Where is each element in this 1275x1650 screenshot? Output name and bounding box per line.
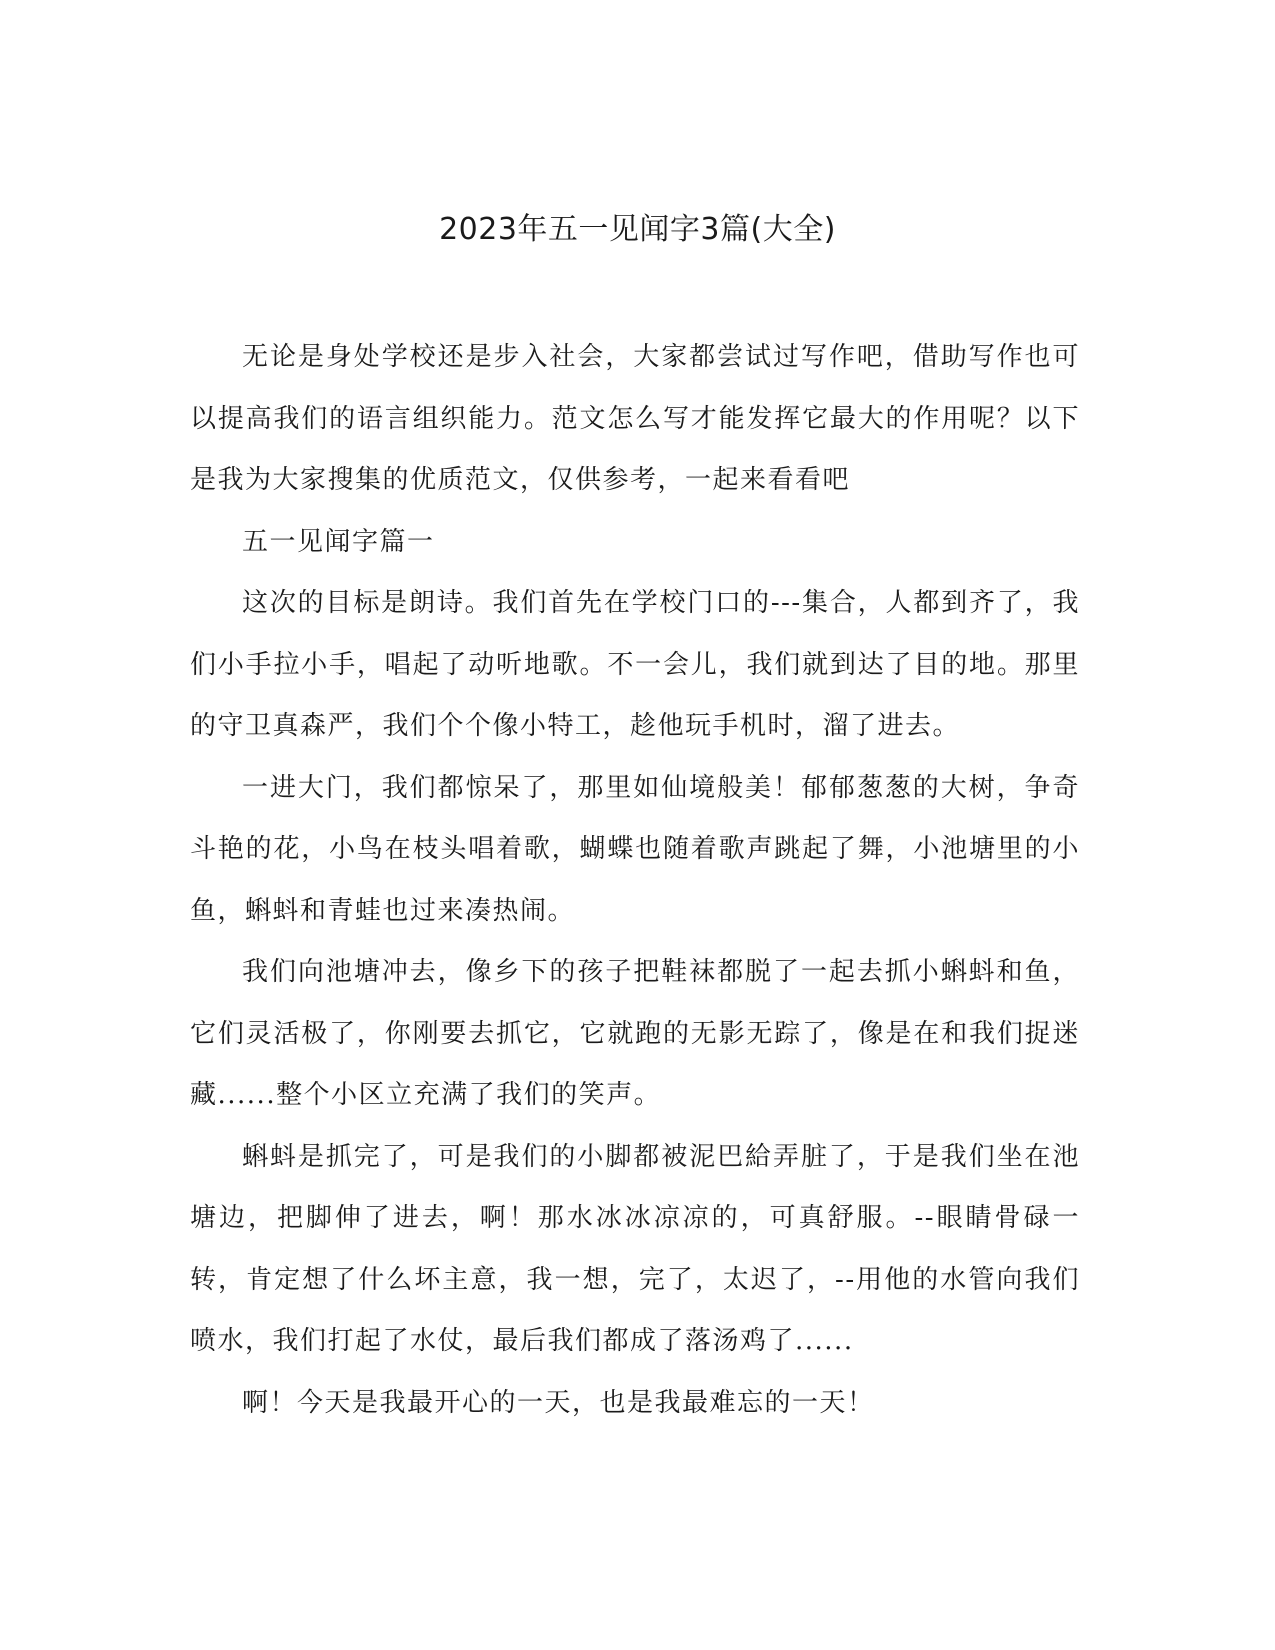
document-title: 2023年五一见闻字3篇(大全) [439, 212, 836, 247]
body-paragraph: 这次的目标是朗诗。我们首先在学校门口的---集合，人都到齐了，我们小手拉小手，唱起了动听地歌。不一会儿，我们就到达了目的地。那里的守卫真森严，我们个个像小特工，趁他玩手机时，溜了进去。 [190, 588, 1080, 741]
section-heading: 五一见闻字篇一 [242, 526, 435, 557]
body-paragraph: 我们向池塘冲去，像乡下的孩子把鞋袜都脱了一起去抓小蝌蚪和鱼，它们灵活极了，你刚要去抓它，它就跑的无影无踪了，像是在和我们捉迷藏......整个小区立充满了我们的笑声。 [190, 957, 1080, 1110]
body-paragraph: 蝌蚪是抓完了，可是我们的小脚都被泥巴給弄脏了，于是我们坐在池塘边，把脚伸了进去，啊！那水冰冰凉凉的，可真舒服。--眼睛骨碌一转，肯定想了什么坏主意，我一想，完了，太迟了，--用他的水管向我们喷水，我们打起了水仗，最后我们都成了落汤鸡了...... [190, 1141, 1080, 1356]
intro-paragraph: 无论是身处学校还是步入社会，大家都尝试过写作吧，借助写作也可以提高我们的语言组织能力。范文怎么写才能发挥它最大的作用呢？以下是我为大家搜集的优质范文，仅供参考，一起来看看吧 [190, 342, 1080, 495]
document-body [190, 327, 1080, 1434]
closing-paragraph: 啊！今天是我最开心的一天，也是我最难忘的一天！ [242, 1387, 875, 1418]
body-paragraph: 一进大门，我们都惊呆了，那里如仙境般美！郁郁葱葱的大树，争奇斗艳的花，小鸟在枝头唱着歌，蝴蝶也随着歌声跳起了舞，小池塘里的小鱼，蝌蚪和青蛙也过来凑热闹。 [190, 772, 1080, 926]
